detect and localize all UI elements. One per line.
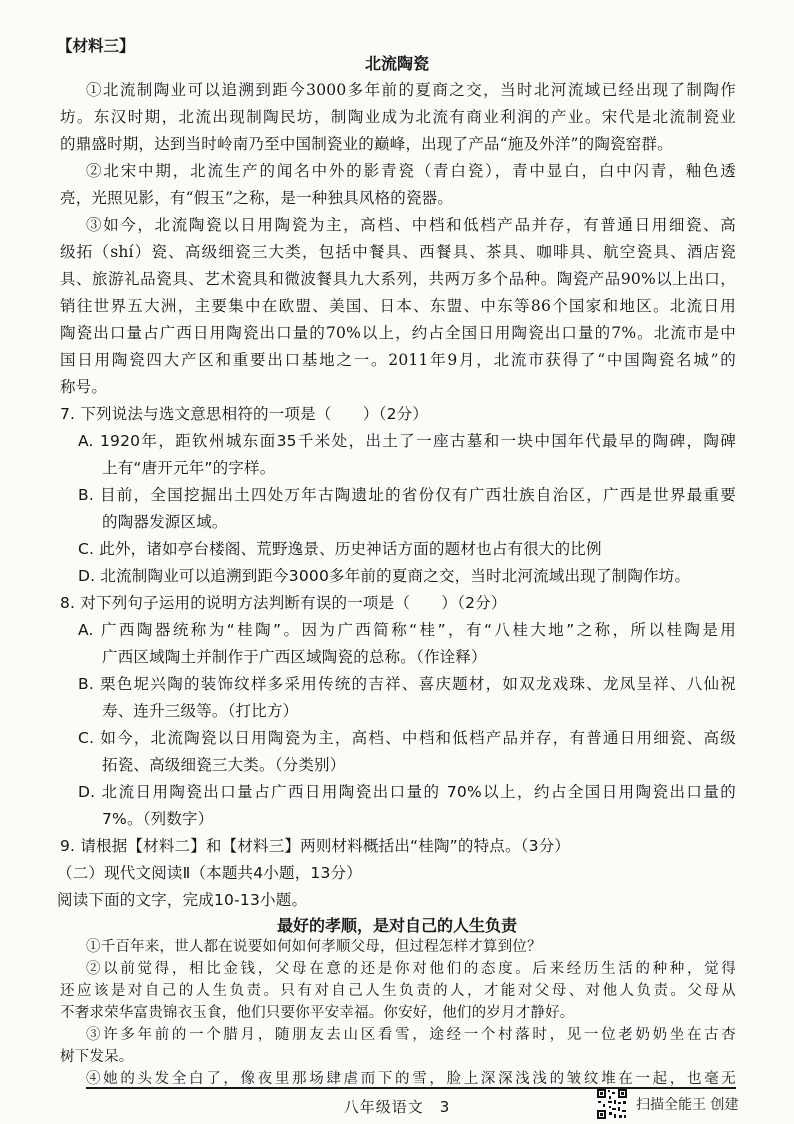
para1-line2: 坊。东汉时期，北流出现制陶民坊，制陶业成为北流有商业利润的产业。宋代是北流制瓷业 bbox=[60, 108, 736, 126]
question-9: 9. 请根据【材料二】和【材料三】两则材料概括出“桂陶”的特点。（3分） bbox=[60, 837, 571, 855]
question-7-stem: 7. 下列说法与选文意思相符的一项是（ ）（2分） bbox=[60, 405, 429, 423]
essay-para4: ④她的头发全白了，像夜里那场肆虐而下的雪，脸上深深浅浅的皱纹堆在一起，也毫无 bbox=[86, 1071, 736, 1087]
para3-line1: ③如今，北流陶瓷以日用陶瓷为主，高档、中档和低档产品并存，有普通日用细瓷、高 bbox=[86, 216, 736, 234]
material-title: 北流陶瓷 bbox=[364, 54, 429, 73]
essay-title: 最好的孝顺，是对自己的人生负责 bbox=[276, 916, 517, 935]
watermark-text: 扫描全能王 创建 bbox=[636, 1097, 739, 1113]
q7-option-d: D. 北流制陶业可以追溯到距今3000多年前的夏商之交，当时北河流域出现了制陶作坊。 bbox=[78, 567, 691, 585]
essay-para2-line3: 不奢求荣华富贵锦衣玉食，他们只要你平安幸福。你安好，他们的岁月才静好。 bbox=[60, 1005, 575, 1021]
material-label: 【材料三】 bbox=[57, 37, 135, 55]
q7-option-b-line1: B. 目前，全国挖掘出土四处万年古陶遗址的省份仅有广西壮族自治区，广西是世界最重要 bbox=[78, 486, 736, 504]
essay-para2-line1: ②以前觉得，相比金钱，父母在意的还是你对他们的态度。后来经历生活的种种，觉得 bbox=[86, 961, 736, 977]
essay-para3-line2: 树下发呆。 bbox=[60, 1049, 134, 1065]
question-8-stem: 8. 对下列句子运用的说明方法判断有误的一项是（ ）（2分） bbox=[60, 594, 507, 612]
para2-line1: ②北宋中期，北流生产的闻名中外的影青瓷（青白瓷），青中显白，白中闪青，釉色透 bbox=[86, 162, 736, 180]
para3-line7: 称号。 bbox=[60, 378, 108, 396]
section-two-instruction: 阅读下面的文字，完成10-13小题。 bbox=[57, 891, 308, 909]
q8-option-b-line1: B. 栗色坭兴陶的装饰纹样多采用传统的吉祥、喜庆题材，如双龙戏珠、龙凤呈祥、八仙祝 bbox=[78, 675, 736, 693]
para3-line4: 销往世界五大洲，主要集中在欧盟、美国、日本、东盟、中东等86个国家和地区。北流日用 bbox=[60, 297, 736, 315]
para3-line6: 国日用陶瓷四大产区和重要出口基地之一。2011年9月，北流市获得了“中国陶瓷名城”的 bbox=[60, 351, 736, 369]
essay-para3-line1: ③许多年前的一个腊月，随朋友去山区看雪，途经一个村落时，见一位老奶奶坐在古杏 bbox=[86, 1027, 736, 1043]
para1-line3: 的鼎盛时期，达到当时岭南乃至中国制瓷业的巅峰，出现了产品“施及外洋”的陶瓷窑群。 bbox=[60, 135, 673, 153]
q8-option-b-line2: 寿、连升三级等。（打比方） bbox=[102, 702, 299, 720]
q8-option-c-line1: C. 如今，北流陶瓷以日用陶瓷为主，高档、中档和低档产品并存，有普通日用细瓷、高级 bbox=[78, 729, 736, 747]
section-two-title: （二）现代文阅读Ⅱ（本题共4小题，13分） bbox=[57, 864, 362, 882]
q8-option-d-line1: D. 北流日用陶瓷出口量占广西日用陶瓷出口量的 70%以上，约占全国日用陶瓷出口量的 bbox=[78, 783, 736, 801]
q8-option-d-line2: 7%。（列数字） bbox=[102, 810, 214, 828]
para3-line2: 级拓（shí）瓷、高级细瓷三大类，包括中餐具、西餐具、茶具、咖啡具、航空瓷具、酒店瓷 bbox=[60, 243, 736, 261]
q8-option-c-line2: 拓瓷、高级细瓷三大类。（分类别） bbox=[102, 756, 346, 774]
qr-code-icon bbox=[596, 1088, 628, 1120]
essay-para2-line2: 还应该是对自己的人生负责。只有对自己人生负责的人，才能对父母、对他人负责。父母从 bbox=[60, 983, 736, 999]
para2-line2: 亮，光照见影，有“假玉”之称，是一种独具风格的瓷器。 bbox=[60, 189, 454, 207]
q7-option-a-line1: A. 1920年，距钦州城东面35千米处，出土了一座古墓和一块中国年代最早的陶碑，陶碑 bbox=[78, 432, 736, 450]
q7-option-a-line2: 上有“唐开元年”的字样。 bbox=[102, 459, 276, 477]
para3-line5: 陶瓷出口量占广西日用陶瓷出口量的70%以上，约占全国日用陶瓷出口量的7%。北流市是中 bbox=[60, 324, 736, 342]
page-footer: 八年级语文 3 bbox=[343, 1098, 451, 1116]
para1-line1: ①北流制陶业可以追溯到距今3000多年前的夏商之交，当时北河流域已经出现了制陶作 bbox=[86, 81, 736, 99]
q7-option-b-line2: 的陶器发源区域。 bbox=[102, 513, 228, 531]
scanner-watermark bbox=[596, 1088, 738, 1120]
para3-line3: 具、旅游礼品瓷具、艺术瓷具和微波餐具九大系列，共两万多个品种。陶瓷产品90%以上出口， bbox=[60, 270, 736, 288]
q7-option-c: C. 此外，诸如亭台楼阁、荒野逸景、历史神话方面的题材也占有很大的比例 bbox=[78, 540, 602, 558]
q8-option-a-line2: 广西区域陶土并制作于广西区域陶瓷的总称。（作诠释） bbox=[102, 648, 487, 666]
q8-option-a-line1: A. 广西陶器统称为“桂陶”。因为广西简称“桂”，有“八桂大地”之称，所以桂陶是用 bbox=[78, 621, 736, 639]
essay-para1: ①千百年来，世人都在说要如何如何孝顺父母，但过程怎样才算到位？ bbox=[86, 939, 542, 955]
